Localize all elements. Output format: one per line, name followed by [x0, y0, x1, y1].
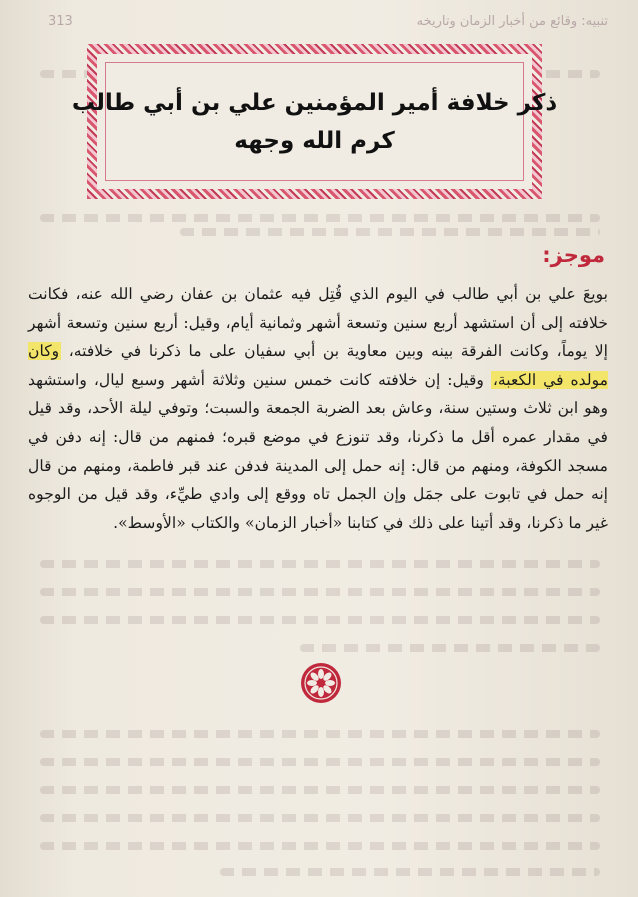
section-label: موجز: — [542, 243, 605, 267]
chapter-title-line-1: ذكر خلافة أمير المؤمنين علي بن أبي طالب — [71, 89, 558, 116]
floral-ornament-icon — [300, 662, 342, 704]
bleed-through-line — [40, 588, 600, 596]
title-ornamental-frame — [71, 44, 558, 199]
bleed-through-line — [40, 616, 600, 624]
bleed-through-line — [40, 814, 600, 822]
bleed-through-line — [40, 786, 600, 794]
highlighted-text: وكان مولده في الكعبة، — [28, 342, 608, 389]
chapter-title-line-2: كرم الله وجهه — [234, 127, 395, 154]
title-box — [71, 62, 558, 181]
body-text — [28, 280, 608, 537]
bleed-through-line — [40, 560, 600, 568]
body-text-part-1: بويعَ علي بن أبي طالب في اليوم الذي قُتِل فيه عثمان بن عفان رضي الله عنه، فكانت خلافته إلى أن استشهد أربع سنين وتسعة أشهر وثمانية أيام، وقيل: أربع سنين وتسعة أشهر إلا يوماً، وكانت الفرقة بينه وبين معاوية بن أبي سفيان على ما ذكرنا في خلافته، — [28, 285, 608, 361]
bleed-through-line — [180, 228, 600, 236]
running-header — [48, 14, 608, 29]
bleed-through-line — [40, 758, 600, 766]
bleed-through-line — [40, 730, 600, 738]
bleed-through-line — [40, 842, 600, 850]
bleed-through-line — [300, 644, 600, 652]
body-text-part-2: وقيل: إن خلافته كانت خمس سنين وثلاثة أشهر وسبع ليال، واستشهد وهو ابن ثلاث وستين سنة، وعاش بعد الضربة الجمعة والسبت؛ وتوفي ليلة الأحد، وقد قيل في مقدار عمره أقل ما ذكرنا، وقد تنوزع في موضع قبره؛ فمنهم من قال: إنه دفن في مسجد الكوفة، ومنهم من قال: إنه حمل إلى المدينة فدفن عند قبر فاطمة، ومنهم من قال إنه حمل في تابوت على جمَل وإن الجمل تاه ووقع إلى وادي طيِّء، وقد قيل من الوجوه غير ما ذكرنا، وقد أتينا على ذلك في كتابنا «أخبار الزمان» والكتاب «الأوسط». — [28, 370, 608, 532]
bleed-through-line — [40, 214, 600, 222]
body-paragraph — [28, 280, 608, 537]
bleed-through-line — [220, 868, 600, 876]
running-title: تنبيه: وقائع من أخبار الزمان وتاريخه — [416, 14, 608, 29]
page-number: 313 — [48, 14, 73, 29]
